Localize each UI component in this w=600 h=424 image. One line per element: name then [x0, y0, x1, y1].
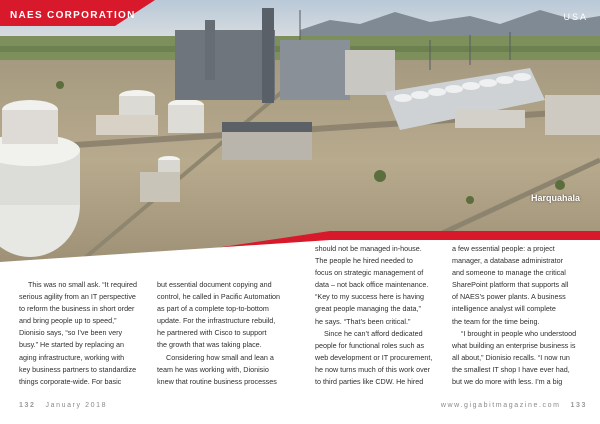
text-line: of NAES’s power plants. A business [452, 292, 566, 302]
article-column-3 [315, 243, 432, 388]
text-line: all about,” Dionisio recalls. “I now run [452, 352, 570, 362]
text-line: great people managing the data,” [315, 304, 421, 314]
region-label: USA [563, 12, 588, 22]
text-line: knew that routine business processes [157, 376, 277, 386]
text-line: the team for the time being. [452, 316, 540, 326]
text-line: and someone to manage the critical [452, 268, 566, 278]
text-line: the smallest IT shop I have ever had, [452, 364, 570, 374]
text-line: the growth that was taking place. [157, 340, 262, 350]
photo-caption: Harquahala [531, 193, 581, 203]
text-line: SharePoint platform that supports all [452, 280, 569, 290]
text-line: should not be managed in-house. [315, 244, 422, 253]
text-line: control, he called in Pacific Automation [157, 292, 281, 302]
text-line: he says. “That’s been critical.” [315, 316, 411, 326]
text-line: aging infrastructure, working with [19, 352, 125, 362]
text-line: but we do more with less. I’m a big [452, 377, 563, 387]
text-line: focus on strategic management of [315, 268, 424, 278]
text-line: he now turns much of this work over [315, 364, 431, 374]
text-line: but essential document copying and [157, 280, 272, 289]
text-line: to third parties like CDW. He hired [315, 377, 424, 387]
article-column-4 [452, 243, 576, 388]
text-line: “Key to my success here is having [315, 292, 425, 302]
text-line: team he was working with, Dionisio [157, 364, 269, 374]
text-line: a few essential people: a project [452, 244, 555, 253]
text-line: people for functional roles such as [315, 340, 425, 350]
text-line: serious agility from an IT perspective [19, 292, 136, 302]
page-number-left: 132 [19, 402, 36, 409]
text-line: Since he can’t afford dedicated [324, 328, 423, 338]
text-line: key business partners to standardize [19, 364, 137, 374]
text-line: what building an enterprise business is [452, 340, 576, 350]
article-column-2 [157, 279, 280, 388]
text-line: “I brought in people who understood [461, 328, 577, 338]
text-line: things corporate-wide. For basic [19, 376, 122, 386]
issue-date: January 2018 [45, 402, 108, 409]
page-number-right: 133 [570, 402, 587, 409]
website-link[interactable]: www.gigabitmagazine.com [440, 402, 561, 409]
text-line: Dionisio says, “so I’ve been very [19, 328, 123, 338]
text-line: data – not back office maintenance. [315, 280, 429, 290]
text-line: manager, a database administrator [452, 256, 564, 266]
text-line: The people he hired needed to [315, 256, 413, 266]
text-line: he partnered with Cisco to support [157, 328, 267, 338]
text-line: as part of a complete top-to-bottom [157, 304, 269, 314]
text-line: Considering how small and lean a [166, 352, 274, 362]
text-line: This was no small ask. “It required [28, 280, 138, 289]
footer-right [441, 402, 587, 409]
text-line: update. For the infrastructure rebuild, [157, 316, 276, 326]
text-line: web development or IT procurement, [315, 352, 433, 362]
publication-brand: NAES CORPORATION [10, 10, 136, 21]
footer-left [19, 402, 107, 409]
text-line: and bring people up to speed,” [19, 316, 117, 326]
article-column-1 [19, 279, 137, 388]
text-line: intelligence analyst will complete [452, 304, 556, 314]
text-line: to reform the business in short order [19, 304, 135, 314]
text-line: busy.” He started by replacing an [19, 340, 124, 350]
